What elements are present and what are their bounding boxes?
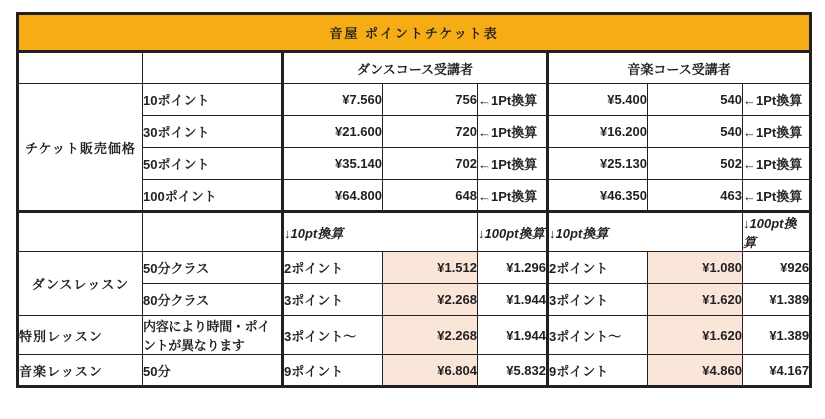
music-conv-note: ←1Pt換算: [743, 84, 811, 116]
point-ticket-table: [16, 12, 812, 388]
table-row: [18, 316, 811, 355]
dance-10pt-price: ¥2.268: [383, 284, 478, 316]
music-price: ¥46.350: [548, 180, 648, 212]
course-header-row: [18, 52, 811, 84]
dance-points: 2ポイント: [283, 252, 383, 284]
music-lesson-label: 音楽レッスン: [18, 355, 143, 387]
dance-price: ¥7.560: [283, 84, 383, 116]
music-points: 2ポイント: [548, 252, 648, 284]
dance-100pt-price: ¥5.832: [478, 355, 548, 387]
conversion-header-row: [18, 212, 811, 252]
music-points: 3ポイント: [548, 284, 648, 316]
dance-course-header: ダンスコース受講者: [283, 52, 548, 84]
dance-lesson-label: ダンスレッスン: [18, 252, 143, 316]
dance-price: ¥21.600: [283, 116, 383, 148]
music-100pt-header: ↓100pt換算: [743, 212, 811, 252]
empty-cell: [18, 212, 143, 252]
ticket-row-name: 50ポイント: [143, 148, 283, 180]
music-points: 3ポイント〜: [548, 316, 648, 355]
title-row: [18, 14, 811, 52]
music-100pt-price: ¥1.389: [743, 284, 811, 316]
dance-unit: 720: [383, 116, 478, 148]
music-10pt-header: ↓10pt換算: [548, 212, 743, 252]
music-points: 9ポイント: [548, 355, 648, 387]
dance-points: 9ポイント: [283, 355, 383, 387]
music-100pt-price: ¥4.167: [743, 355, 811, 387]
dance-price: ¥35.140: [283, 148, 383, 180]
music-unit: 463: [648, 180, 743, 212]
ticket-price-label: チケット販売価格: [18, 84, 143, 212]
dance-100pt-price: ¥1.296: [478, 252, 548, 284]
music-unit: 540: [648, 116, 743, 148]
table-row: [18, 355, 811, 387]
lesson-row-name: 80分クラス: [143, 284, 283, 316]
dance-unit: 648: [383, 180, 478, 212]
table-row: [18, 84, 811, 116]
lesson-row-name: 50分: [143, 355, 283, 387]
dance-conv-note: ←1Pt換算: [478, 180, 548, 212]
music-10pt-price: ¥4.860: [648, 355, 743, 387]
music-price: ¥16.200: [548, 116, 648, 148]
music-conv-note: ←1Pt換算: [743, 116, 811, 148]
music-10pt-price: ¥1.620: [648, 316, 743, 355]
dance-10pt-header: ↓10pt換算: [283, 212, 478, 252]
dance-unit: 756: [383, 84, 478, 116]
music-100pt-price: ¥926: [743, 252, 811, 284]
music-price: ¥5.400: [548, 84, 648, 116]
music-conv-note: ←1Pt換算: [743, 180, 811, 212]
dance-conv-note: ←1Pt換算: [478, 148, 548, 180]
dance-100pt-price: ¥1.944: [478, 316, 548, 355]
empty-corner-cell: [18, 52, 143, 84]
empty-cell-2: [143, 212, 283, 252]
ticket-row-name: 30ポイント: [143, 116, 283, 148]
music-10pt-price: ¥1.620: [648, 284, 743, 316]
dance-price: ¥64.800: [283, 180, 383, 212]
dance-conv-note: ←1Pt換算: [478, 116, 548, 148]
dance-conv-note: ←1Pt換算: [478, 84, 548, 116]
dance-unit: 702: [383, 148, 478, 180]
music-conv-note: ←1Pt換算: [743, 148, 811, 180]
empty-corner-cell-2: [143, 52, 283, 84]
lesson-row-name: 50分クラス: [143, 252, 283, 284]
music-price: ¥25.130: [548, 148, 648, 180]
dance-100pt-header: ↓100pt換算: [478, 212, 548, 252]
dance-10pt-price: ¥1.512: [383, 252, 478, 284]
dance-points: 3ポイント〜: [283, 316, 383, 355]
dance-10pt-price: ¥6.804: [383, 355, 478, 387]
special-lesson-label: 特別レッスン: [18, 316, 143, 355]
dance-100pt-price: ¥1.944: [478, 284, 548, 316]
dance-10pt-price: ¥2.268: [383, 316, 478, 355]
ticket-row-name: 10ポイント: [143, 84, 283, 116]
music-100pt-price: ¥1.389: [743, 316, 811, 355]
table-row: [18, 252, 811, 284]
music-course-header: 音楽コース受講者: [548, 52, 811, 84]
special-lesson-note: 内容により時間・ポイントが異なります: [143, 316, 283, 355]
dance-points: 3ポイント: [283, 284, 383, 316]
page-title: 音屋 ポイントチケット表: [18, 14, 811, 52]
music-10pt-price: ¥1.080: [648, 252, 743, 284]
music-unit: 540: [648, 84, 743, 116]
music-unit: 502: [648, 148, 743, 180]
ticket-row-name: 100ポイント: [143, 180, 283, 212]
